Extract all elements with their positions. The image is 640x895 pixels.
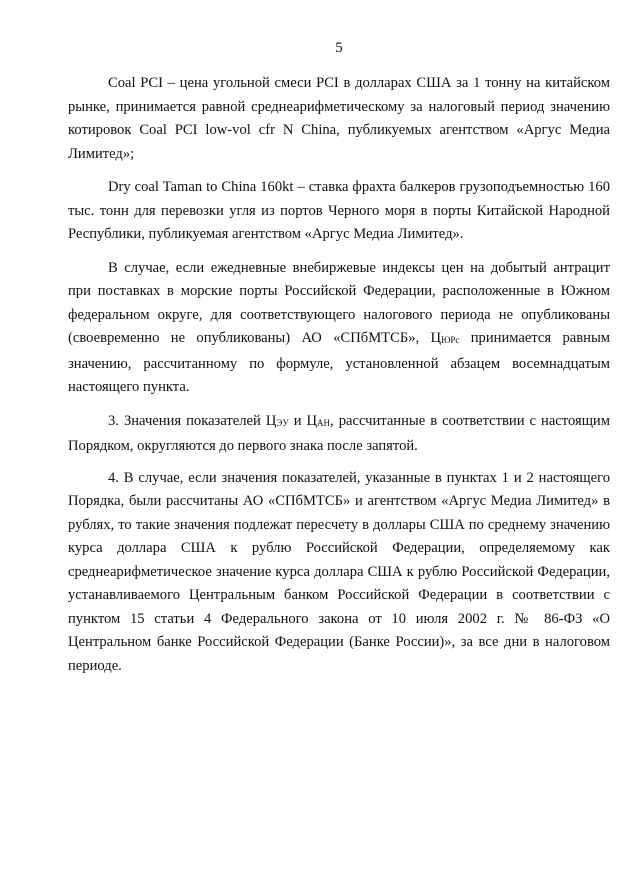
paragraph-text-end: принимается равным значению, рассчитанному по формуле, установленной абзацем восемнадцатым настоящего пункта. bbox=[68, 330, 610, 395]
paragraph-dry-coal-freight: Dry coal Taman to China 160kt – ставка фрахта балкеров грузоподъемностью 160 тыс. тонн для перевозки угля из портов Черного моря в порты Китайской Народной Республики, публикуемая агентством «Аргус Медиа Лимитед». bbox=[68, 179, 610, 242]
paragraph-text-end: , рассчитанные в соответствии с настоящим Порядком, округляются до первого знака после запятой. bbox=[68, 412, 610, 454]
subscript-an: АН bbox=[317, 417, 331, 428]
paragraph-currency-conversion: 4. В случае, если значения показателей, указанные в пунктах 1 и 2 настоящего Порядка, были рассчитаны АО «СПбМТСБ» и агентством «Аргус Медиа Лимитед» в рублях, то такие значения подлежат пересчету в доллары США по среднему значению курса доллара США к рублю Российской Федерации, определяемому как среднеарифметическое значение курса доллара США к рублю Российской Федерации, устанавливаемого Центральным банком Российской Федерации в соответствии с пунктом 15 статьи 4 Федерального закона от 10 июля 2002 г. № 86-ФЗ «О Центральном банке Российской Федерации (Банке России)», за все дни в налоговом периоде. bbox=[68, 469, 610, 674]
page-number: 5 bbox=[335, 40, 343, 56]
subscript-yurs: ЮРс bbox=[441, 335, 460, 345]
paragraph-text-start: В случае, если ежедневные внебиржевые индексы цен на добытый антрацит при поставках в морские порты Российской Федерации, расположенные в Южном федеральном округе, для соответствующего налогового периода не опубликованы (своевременно не опубликованы) АО «СПбМТСБ», Ц bbox=[68, 259, 610, 346]
subscript-eu: ЭУ bbox=[276, 417, 289, 428]
paragraph-text-middle: и Ц bbox=[288, 412, 318, 429]
paragraph-coal-pci: Coal PCI – цена угольной смеси PCI в долларах США за 1 тонну на китайском рынке, принимается равной среднеарифметическому за налоговый период значению котировок Coal PCI low-vol cfr N China, публикуемых агентством «Аргус Медиа Лимитед»; bbox=[68, 75, 610, 162]
paragraph-rounding-rule bbox=[68, 410, 610, 459]
paragraph-antracite-indexes bbox=[68, 257, 610, 400]
paragraph-text-start: 3. Значения показателей Ц bbox=[108, 412, 277, 429]
